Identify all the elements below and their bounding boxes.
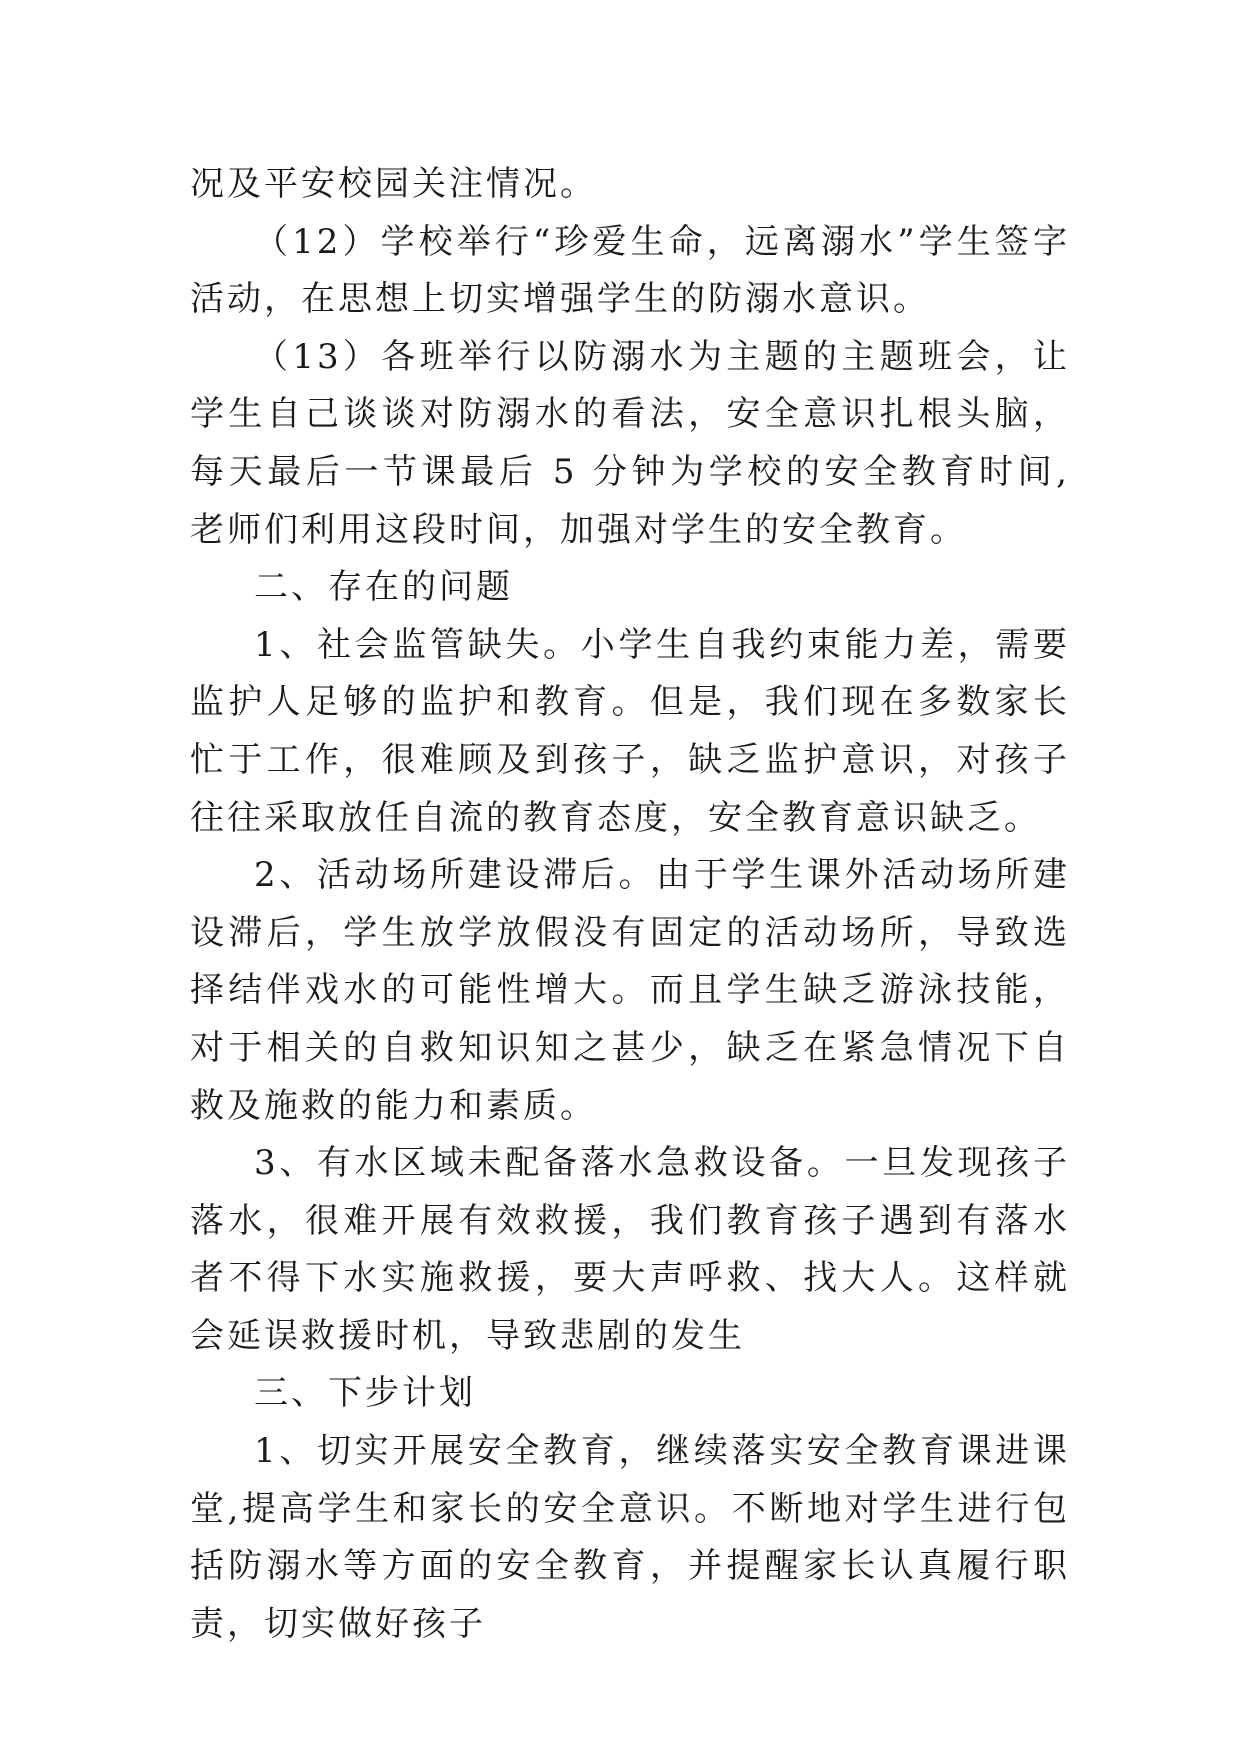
paragraph-plan-1: 1、切实开展安全教育，继续落实安全教育课进课堂,提高学生和家长的安全意识。不断地对学生进行包括防溺水等方面的安全教育，并提醒家长认真履行职责，切实做好孩子 — [190, 1431, 1070, 1644]
section-heading-problems: 二、存在的问题 — [254, 567, 513, 608]
paragraph-problem-2: 2、活动场所建设滞后。由于学生课外活动场所建设滞后，学生放学放假没有固定的活动场所，导致选择结伴戏水的可能性增大。而且学生缺乏游泳技能，对于相关的自救知识知之甚少，缺乏在紧急情况下自救及施救的能力和素质。 — [190, 855, 1070, 1126]
paragraph-item-13: （13）各班举行以防溺水为主题的主题班会，让学生自己谈谈对防溺水的看法，安全意识扎根头脑，每天最后一节课最后 5 分钟为学校的安全教育时间,老师们利用这段时间，加强对学生的安全教育。 — [190, 336, 1070, 550]
paragraph-problem-1: 1、社会监管缺失。小学生自我约束能力差，需要监护人足够的监护和教育。但是，我们现在多数家长忙于工作，很难顾及到孩子，缺乏监护意识，对孩子往往采取放任自流的教育态度，安全教育意识缺乏。 — [190, 624, 1070, 838]
document-body — [190, 156, 1070, 1653]
paragraph-item-12: （12）学校举行“珍爱生命，远离溺水”学生签字活动，在思想上切实增强学生的防溺水意识。 — [190, 221, 1070, 320]
paragraph-problem-3: 3、有水区域未配备落水急救设备。一旦发现孩子落水，很难开展有效救援，我们教育孩子遇到有落水者不得下水实施救援，要大声呼救、找大人。这样就会延误救援时机，导致悲剧的发生 — [190, 1143, 1070, 1356]
section-heading-next-plan: 三、下步计划 — [254, 1373, 476, 1414]
paragraph-continuation: 况及平安校园关注情况。 — [190, 164, 597, 204]
